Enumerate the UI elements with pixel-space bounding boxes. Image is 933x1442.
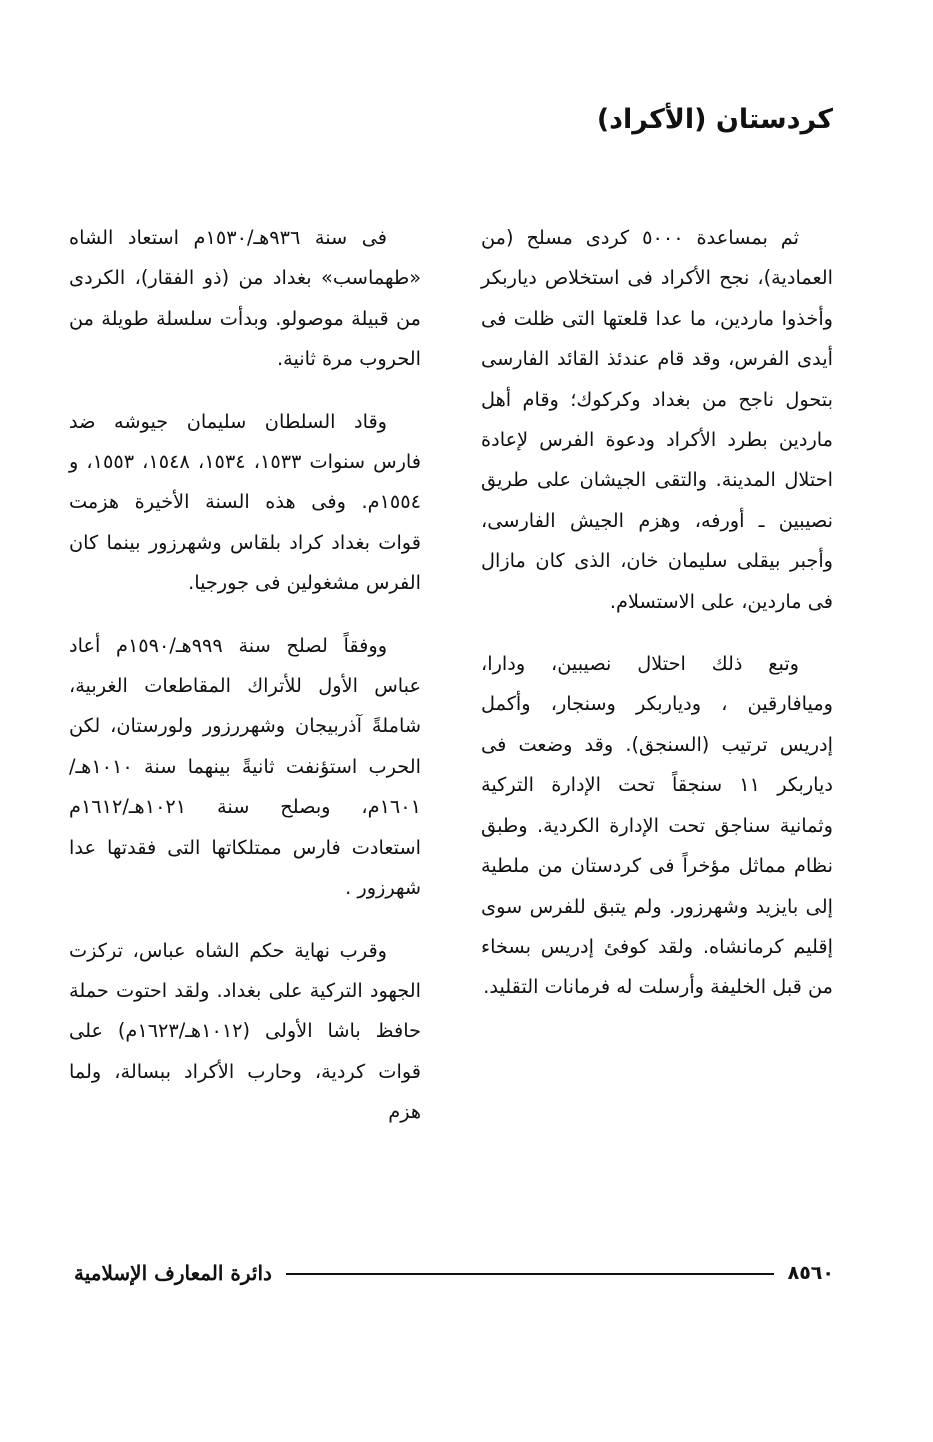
right-column (481, 218, 833, 1030)
paragraph: فى سنة ٩٣٦هـ/١٥٣٠م استعاد الشاه «طهماسب» بغداد من (ذو الفقار)، الكردى من قبيلة موصولو. وبدأت سلسلة طويلة من الحروب مرة ثانية. (69, 226, 421, 371)
left-column (69, 218, 421, 1155)
paragraph: وتبع ذلك احتلال نصيبين، ودارا، وميافارقين ، ودياربكر وسنجار، وأكمل إدريس ترتيب (السنجق). وقد وضعت فى دياربكر ١١ سنجقاً تحت الإدارة التركية وثمانية سناجق تحت الإدارة الكردية. وطبق نظام مماثل مؤخراً فى كردستان من ملطية إلى بايزيد وشهرزور. ولم يتبق للفرس سوى إقليم كرمانشاه. ولقد كوفئ إدريس بسخاء من قبل الخليفة وأرسلت له فرمانات التقليد. (481, 652, 833, 999)
running-header: كردستان (الأكراد) (596, 104, 833, 135)
paragraph: ووفقاً لصلح سنة ٩٩٩هـ/١٥٩٠م أعاد عباس الأول للأتراك المقاطعات الغربية، شاملةً آذربيجان وشهررزور ولورستان، لكن الحرب استؤنفت ثانيةً بينهما سنة ١٠١٠هـ/١٦٠١م، وبصلح سنة ١٠٢١هـ/١٦١٢م استعادت فارس ممتلكاتها التى فقدتها عدا شهرزور . (69, 633, 421, 900)
paragraph: وقاد السلطان سليمان جيوشه ضد فارس سنوات ١٥٣٣، ١٥٣٤، ١٥٤٨، ١٥٥٣، و ١٥٥٤م. وفى هذه السنة الأخيرة هزمت قوات بغداد كراد بلقاس وشهرزور بينما كان الفرس مشغولين فى جورجيا. (69, 409, 422, 595)
book-title: دائرة المعارف الإسلامية (74, 1261, 272, 1285)
paragraph: وقرب نهاية حكم الشاه عباس، تركزت الجهود التركية على بغداد. ولقد احتوت حملة حافظ باشا الأولى (١٠١٢هـ/١٦٢٣م) على قوات كردية، وحارب الأكراد ببسالة، ولما هزم (69, 938, 421, 1124)
footer-divider (286, 1273, 774, 1275)
page-footer (74, 1258, 834, 1288)
page-number: ٨٥٦٠ (787, 1262, 834, 1284)
paragraph: ثم بمساعدة ٥٠٠٠ كردى مسلح (من العمادية)، نجح الأكراد فى استخلاص دياربكر وأخذوا ماردين، ما عدا قلعتها التى ظلت فى أيدى الفرس، وقد قام عندئذ القائد الفارسى بتحول ناجح من بغداد وكركوك؛ وقام أهل ماردين بطرد الأكراد ودعوة الفرس لإعادة احتلال المدينة. والتقى الجيشان على طريق نصيبين ـ أورفه، وهزم الجيش الفارسى، وأجبر بيقلى سليمان خان، الذى كان مازال فى ماردين، على الاستسلام. (481, 226, 833, 613)
